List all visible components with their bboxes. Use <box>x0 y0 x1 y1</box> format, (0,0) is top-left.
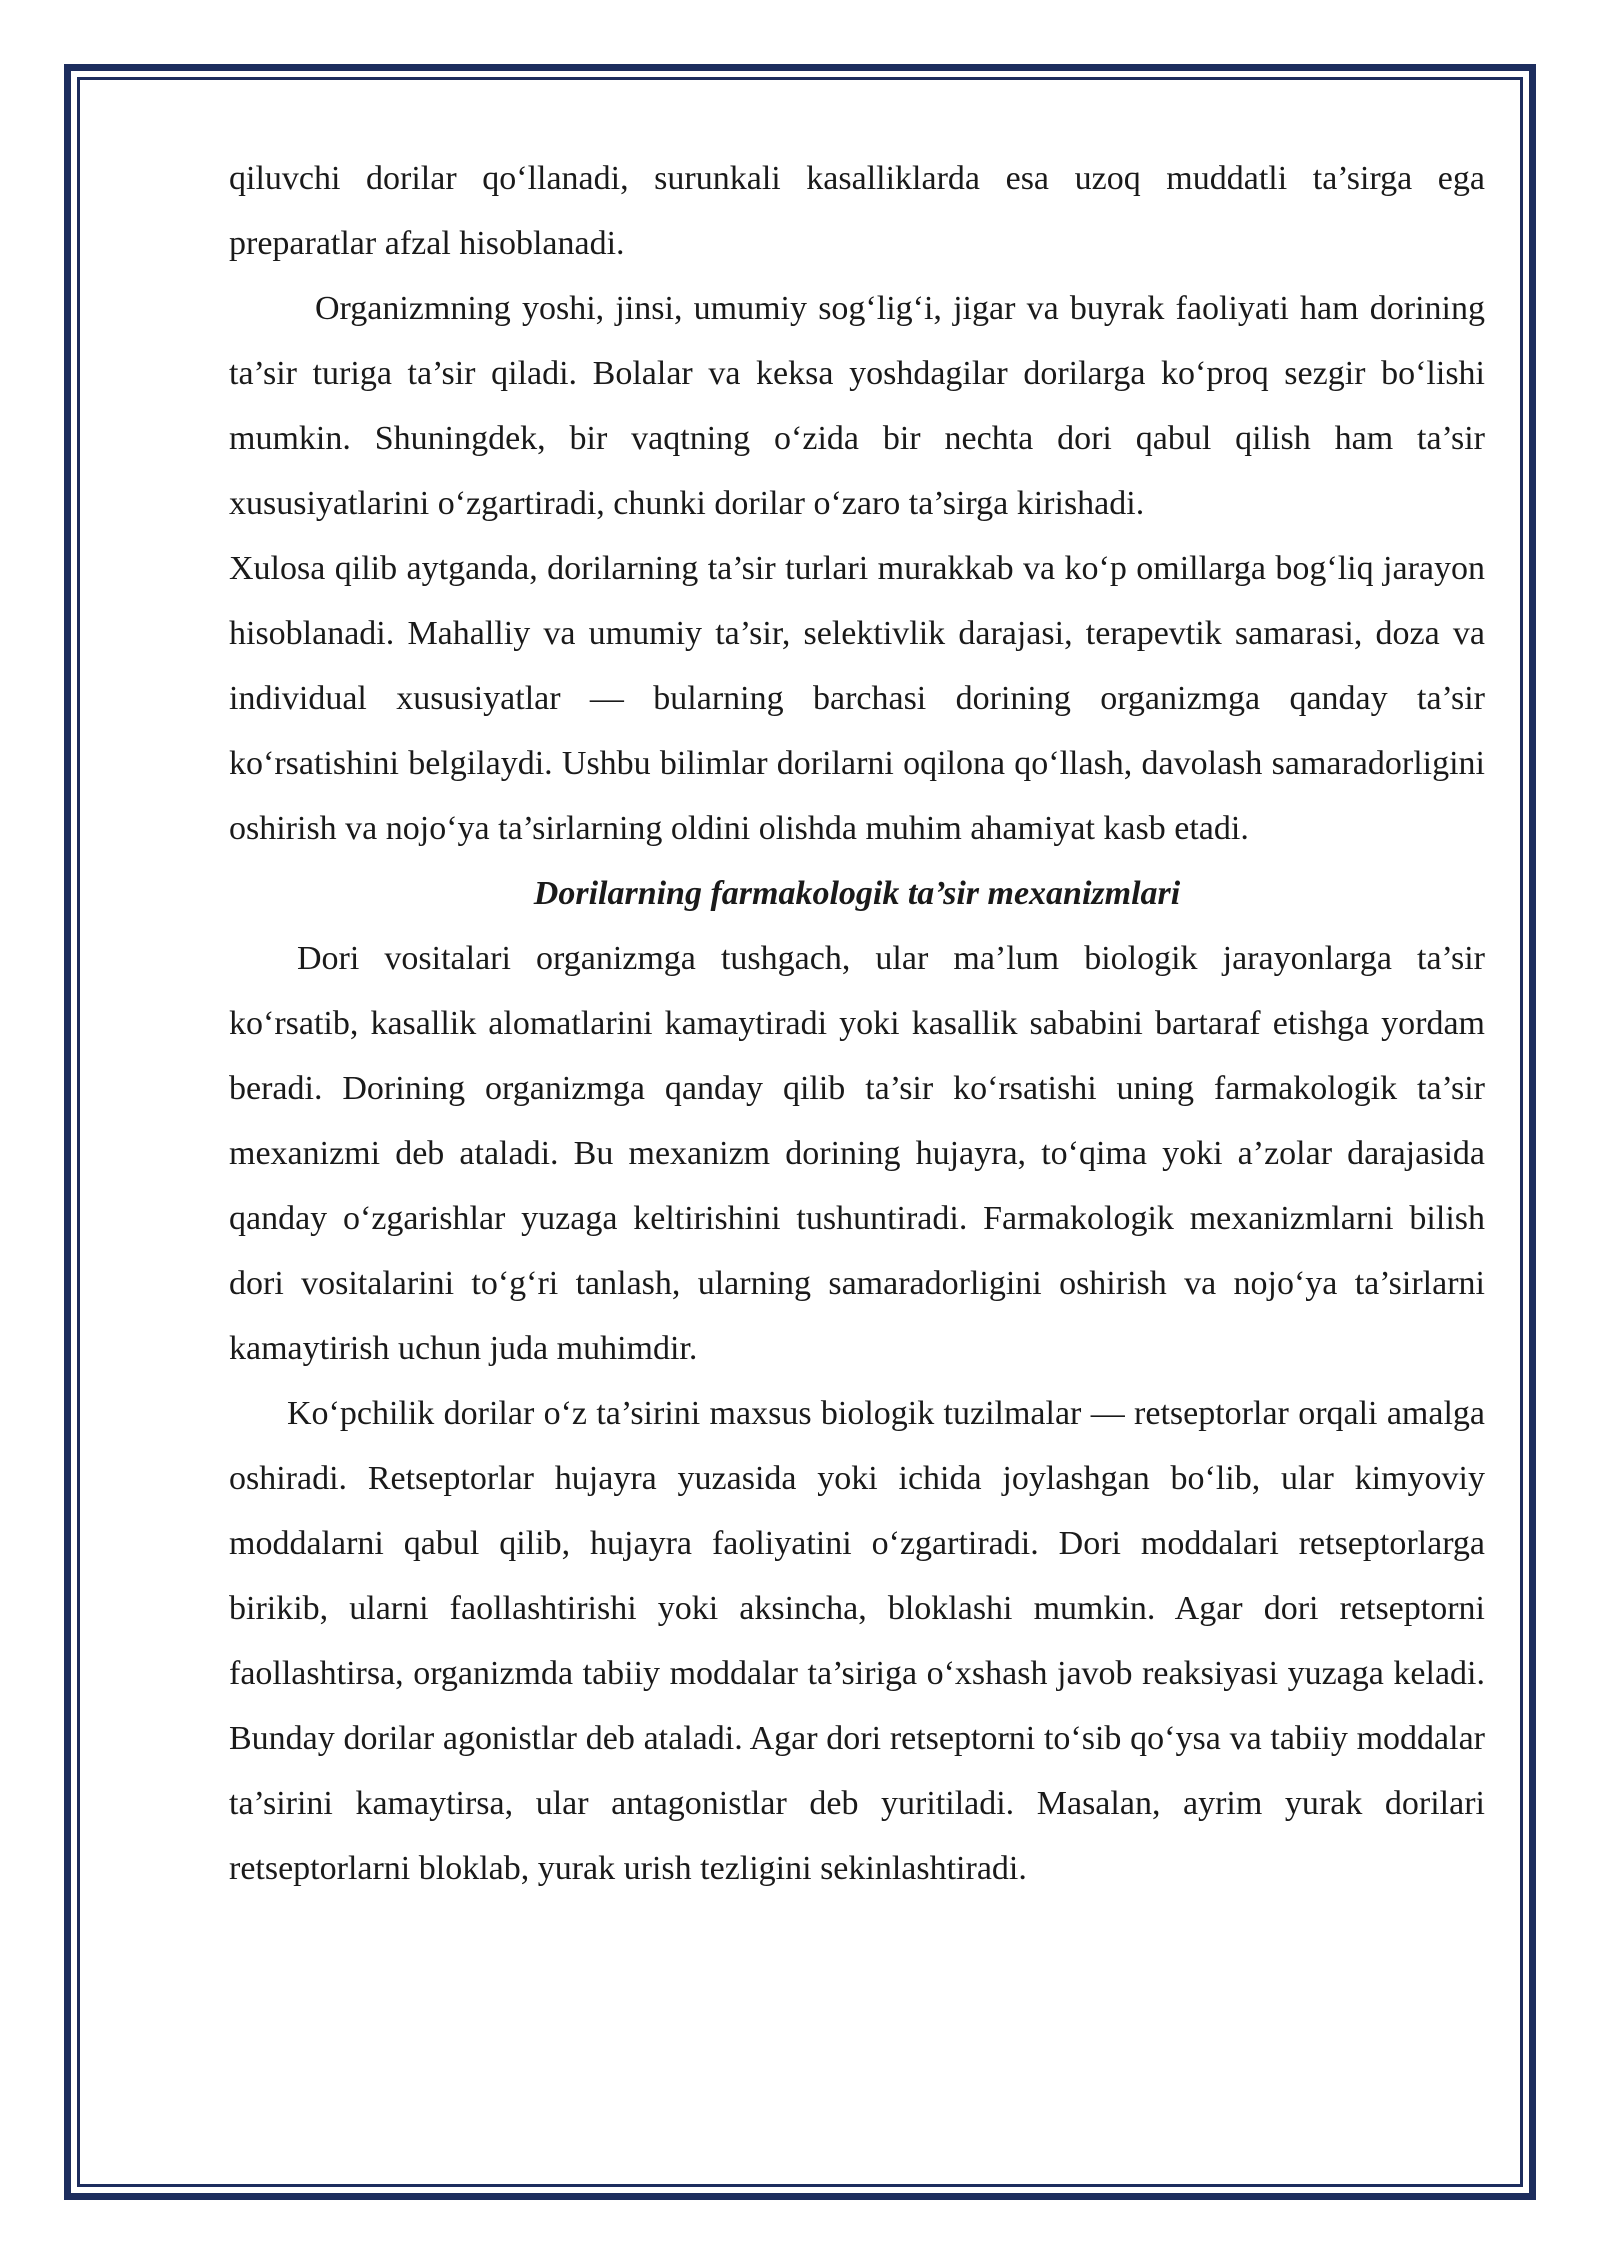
paragraph-organism-factors: Organizmning yoshi, jinsi, umumiy sog‘lig‘i, jigar va buyrak faoliyati ham dorining ta’sir turiga ta’sir qiladi. Bolalar va keksa yoshdagilar dorilarga ko‘proq sezgir bo‘lishi mumkin. Shuningdek, bir vaqtning o‘zida bir nechta dori qabul qilish ham ta’sir xususiyatlarini o‘zgartiradi, chunki dorilar o‘zaro ta’sirga kirishadi. <box>229 290 1485 522</box>
paragraph-conclusion: Xulosa qilib aytganda, dorilarning ta’sir turlari murakkab va ko‘p omillarga bog‘liq jarayon hisoblanadi. Mahalliy va umumiy ta’sir, selektivlik darajasi, terapevtik samarasi, doza va individual xususiyatlar — bularning barchasi dorining organizmga qanday ta’sir ko‘rsatishini belgilaydi. Ushbu bilimlar dorilarni oqilona qo‘llash, davolash samaradorligini oshirish va nojo‘ya ta’sirlarning oldini olishda muhim ahamiyat kasb etadi. <box>229 550 1485 847</box>
paragraph-mechanism-intro: Dori vositalari organizmga tushgach, ular ma’lum biologik jarayonlarga ta’sir ko‘rsatib, kasallik alomatlarini kamaytiradi yoki kasallik sababini bartaraf etishga yordam beradi. Dorining organizmga qanday qilib ta’sir ko‘rsatishi uning farmakologik ta’sir mexanizmi deb ataladi. Bu mexanizm dorining hujayra, to‘qima yoki a’zolar darajasida qanday o‘zgarishlar yuzaga keltirishini tushuntiradi. Farmakologik mexanizmlarni bilish dori vositalarini to‘g‘ri tanlash, ularning samaradorligini oshirish va nojo‘ya ta’sirlarni kamaytirish uchun juda muhimdir. <box>229 940 1485 1367</box>
document-body <box>229 146 1485 1901</box>
paragraph-receptors: Ko‘pchilik dorilar o‘z ta’sirini maxsus biologik tuzilmalar — retseptorlar orqali amalga oshiradi. Retseptorlar hujayra yuzasida yoki ichida joylashgan bo‘lib, ular kimyoviy moddalarni qabul qilib, hujayra faoliyatini o‘zgartiradi. Dori moddalari retseptorlarga birikib, ularni faollashtirishi yoki aksincha, bloklashi mumkin. Agar dori retseptorni faollashtirsa, organizmda tabiiy moddalar ta’siriga o‘xshash javob reaksiyasi yuzaga keladi. Bunday dorilar agonistlar deb ataladi. Agar dori retseptorni to‘sib qo‘ysa va tabiiy moddalar ta’sirini kamaytirsa, ular antagonistlar deb yuritiladi. Masalan, ayrim yurak dorilari retseptorlarni bloklab, yurak urish tezligini sekinlashtiradi. <box>229 1395 1485 1887</box>
section-heading: Dorilarning farmakologik ta’sir mexanizmlari <box>533 875 1181 912</box>
paragraph-continuation: qiluvchi dorilar qo‘llanadi, surunkali kasalliklarda esa uzoq muddatli ta’sirga ega preparatlar afzal hisoblanadi. <box>229 160 1485 262</box>
